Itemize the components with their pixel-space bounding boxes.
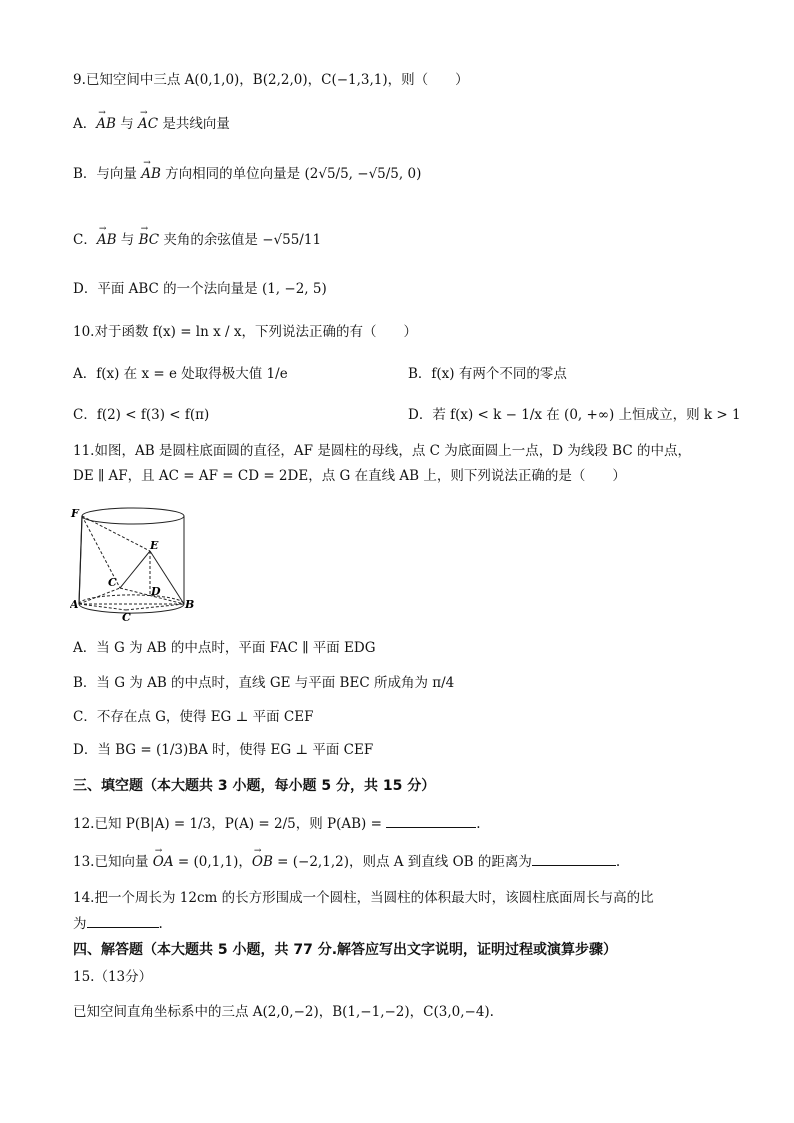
q11-option-d: D．当 BG = (1/3)BA 时，使得 EG ⊥ 平面 CEF (73, 742, 374, 758)
q11-stem-line2: DE ∥ AF，且 AC = AF = CD = 2DE，点 G 在直线 AB 上，则下列说法正确的是（ ） (73, 468, 626, 484)
unit-vector-expression: (2√5/5, −√5/5, 0) (304, 166, 422, 182)
top-ellipse (82, 508, 184, 524)
vector-ac: → AC (138, 114, 158, 134)
q10-option-a: A．f(x) 在 x = e 处取得极大值 1/e (73, 366, 288, 382)
period: . (615, 854, 621, 870)
section-3-heading: 三、填空题（本大题共 3 小题，每小题 5 分，共 15 分） (73, 778, 436, 794)
option-label: C． (73, 232, 97, 248)
cylinder-figure (70, 500, 195, 625)
q10-stem: 10.对于函数 f(x) = ln x / x，下列说法正确的有（ ） (73, 324, 417, 340)
q14-line1: 14.把一个周长为 12cm 的长方形围成一个圆柱，当圆柱的体积最大时，该圆柱底面周长与高的比 (73, 890, 654, 906)
period: . (476, 816, 481, 832)
q11-option-b: B．当 G 为 AB 的中点时，直线 GE 与平面 BEC 所成角为 π/4 (73, 675, 455, 691)
vector-bc: → BC (139, 230, 160, 250)
q9-option-b (73, 164, 421, 184)
segment-ac-lower (79, 604, 126, 610)
q13 (73, 851, 620, 872)
text: = (0,1,1)， (173, 854, 252, 870)
vector-ab: → AB (96, 114, 116, 134)
q9-option-a (73, 114, 230, 134)
period: . (158, 916, 163, 932)
label-c-upper: C (108, 576, 117, 589)
q9-stem: 9.已知空间中三点 A(0,1,0)，B(2,2,0)，C(−1,3,1)，则（ ） (73, 72, 469, 88)
option-label: B． (73, 166, 97, 182)
generatrix-af (79, 516, 82, 604)
text: 与 (116, 232, 139, 248)
q10-option-c: C．f(2) < f(3) < f(π) (73, 407, 210, 423)
label-d: D (151, 585, 161, 598)
q12-answer-blank[interactable] (386, 813, 476, 828)
text: 13.已知向量 (73, 854, 153, 870)
label-c-lower: C (122, 611, 131, 624)
q15-text: 已知空间直角坐标系中的三点 A(2,0,−2)，B(1,−1,−2)，C(3,0,−4). (73, 1004, 494, 1020)
text: 方向相同的单位向量是 (160, 166, 305, 182)
label-b: B (185, 598, 195, 611)
label-f: F (71, 507, 79, 520)
text: = (−2,1,2)，则点 A 到直线 OB 的距离为 (272, 854, 532, 870)
vector-ob: → OB (252, 852, 273, 872)
q10-option-b: B．f(x) 有两个不同的零点 (408, 366, 567, 382)
q9-option-d: D．平面 ABC 的一个法向量是 (1, −2, 5) (73, 281, 327, 297)
vector-oa: → OA (153, 852, 174, 872)
label-e: E (150, 539, 159, 552)
q11-option-c: C．不存在点 G，使得 EG ⊥ 平面 CEF (73, 709, 314, 725)
label-a: A (70, 598, 79, 611)
segment-ce (120, 551, 150, 588)
text: 为 (73, 916, 87, 932)
option-label: A． (73, 116, 97, 132)
q14-line2 (73, 913, 163, 934)
q10-option-d: D．若 f(x) < k − 1/x 在 (0, +∞) 上恒成立，则 k > 1 (408, 407, 741, 423)
vector-ab: → AB (97, 230, 117, 250)
text: 与向量 (96, 166, 142, 182)
cosine-expression: −√55/11 (262, 232, 322, 248)
q13-answer-blank[interactable] (532, 851, 616, 866)
q12 (73, 813, 480, 834)
q15-head: 15.（13分） (73, 969, 153, 985)
text: 夹角的余弦值是 (159, 232, 263, 248)
section-4-heading: 四、解答题（本大题共 5 小题，共 77 分.解答应写出文字说明，证明过程或演算步骤） (73, 942, 618, 958)
q12-text: 12.已知 P(B|A) = 1/3，P(A) = 2/5，则 P(AB) = (73, 816, 382, 832)
text: 与 (115, 116, 139, 132)
text: 是共线向量 (158, 116, 230, 132)
q11-option-a: A．当 G 为 AB 的中点时，平面 FAC ∥ 平面 EDG (73, 640, 376, 656)
q14-answer-blank[interactable] (87, 913, 159, 928)
segment-fe (82, 516, 150, 551)
vector-ab: → AB (141, 164, 161, 184)
bottom-ellipse-back (79, 595, 184, 604)
segment-ac (79, 588, 120, 604)
q11-stem-line1: 11.如图，AB 是圆柱底面圆的直径，AF 是圆柱的母线，点 C 为底面圆上一点，D 为线段 BC 的中点， (73, 443, 691, 459)
q9-option-c (73, 230, 321, 250)
